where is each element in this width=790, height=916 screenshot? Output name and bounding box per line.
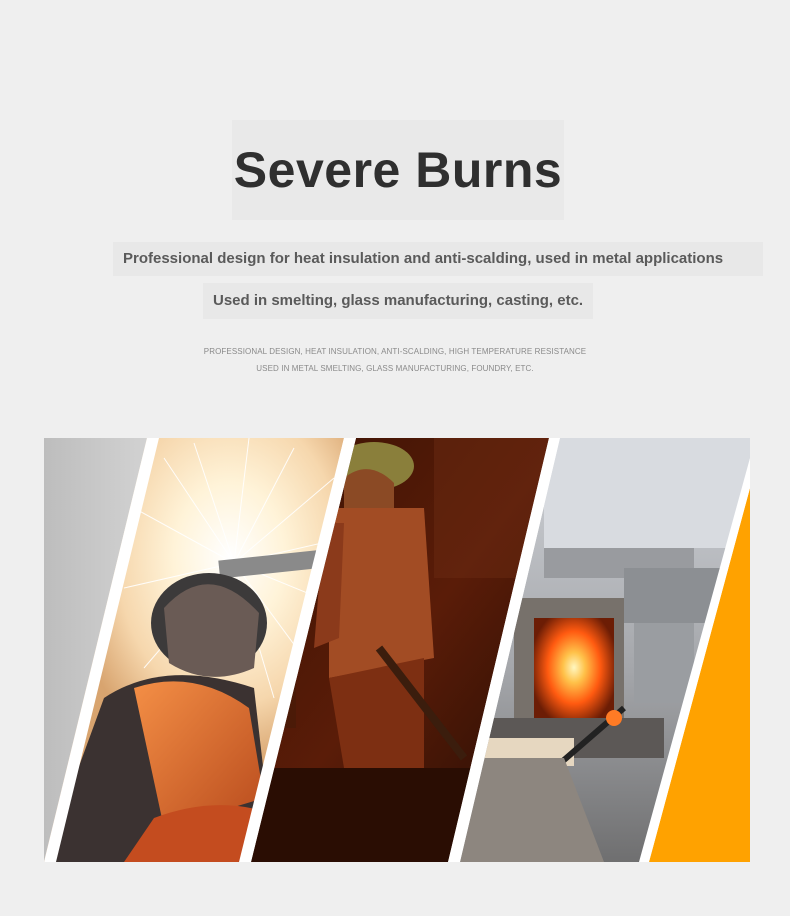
gallery-art	[44, 438, 750, 862]
page-title: Severe Burns	[233, 142, 563, 198]
title-background	[232, 120, 564, 220]
subtitle-line-2: Used in smelting, glass manufacturing, casting, etc.	[213, 292, 584, 309]
small-caption-2: USED IN METAL SMELTING, GLASS MANUFACTURING, FOUNDRY, ETC.	[256, 364, 534, 373]
small-caption-1: PROFESSIONAL DESIGN, HEAT INSULATION, ANTI-SCALDING, HIGH TEMPERATURE RESISTANCE	[203, 347, 587, 356]
subtitle-line-1: Professional design for heat insulation and anti-scalding, used in metal applications	[123, 250, 724, 267]
application-gallery	[44, 438, 750, 862]
